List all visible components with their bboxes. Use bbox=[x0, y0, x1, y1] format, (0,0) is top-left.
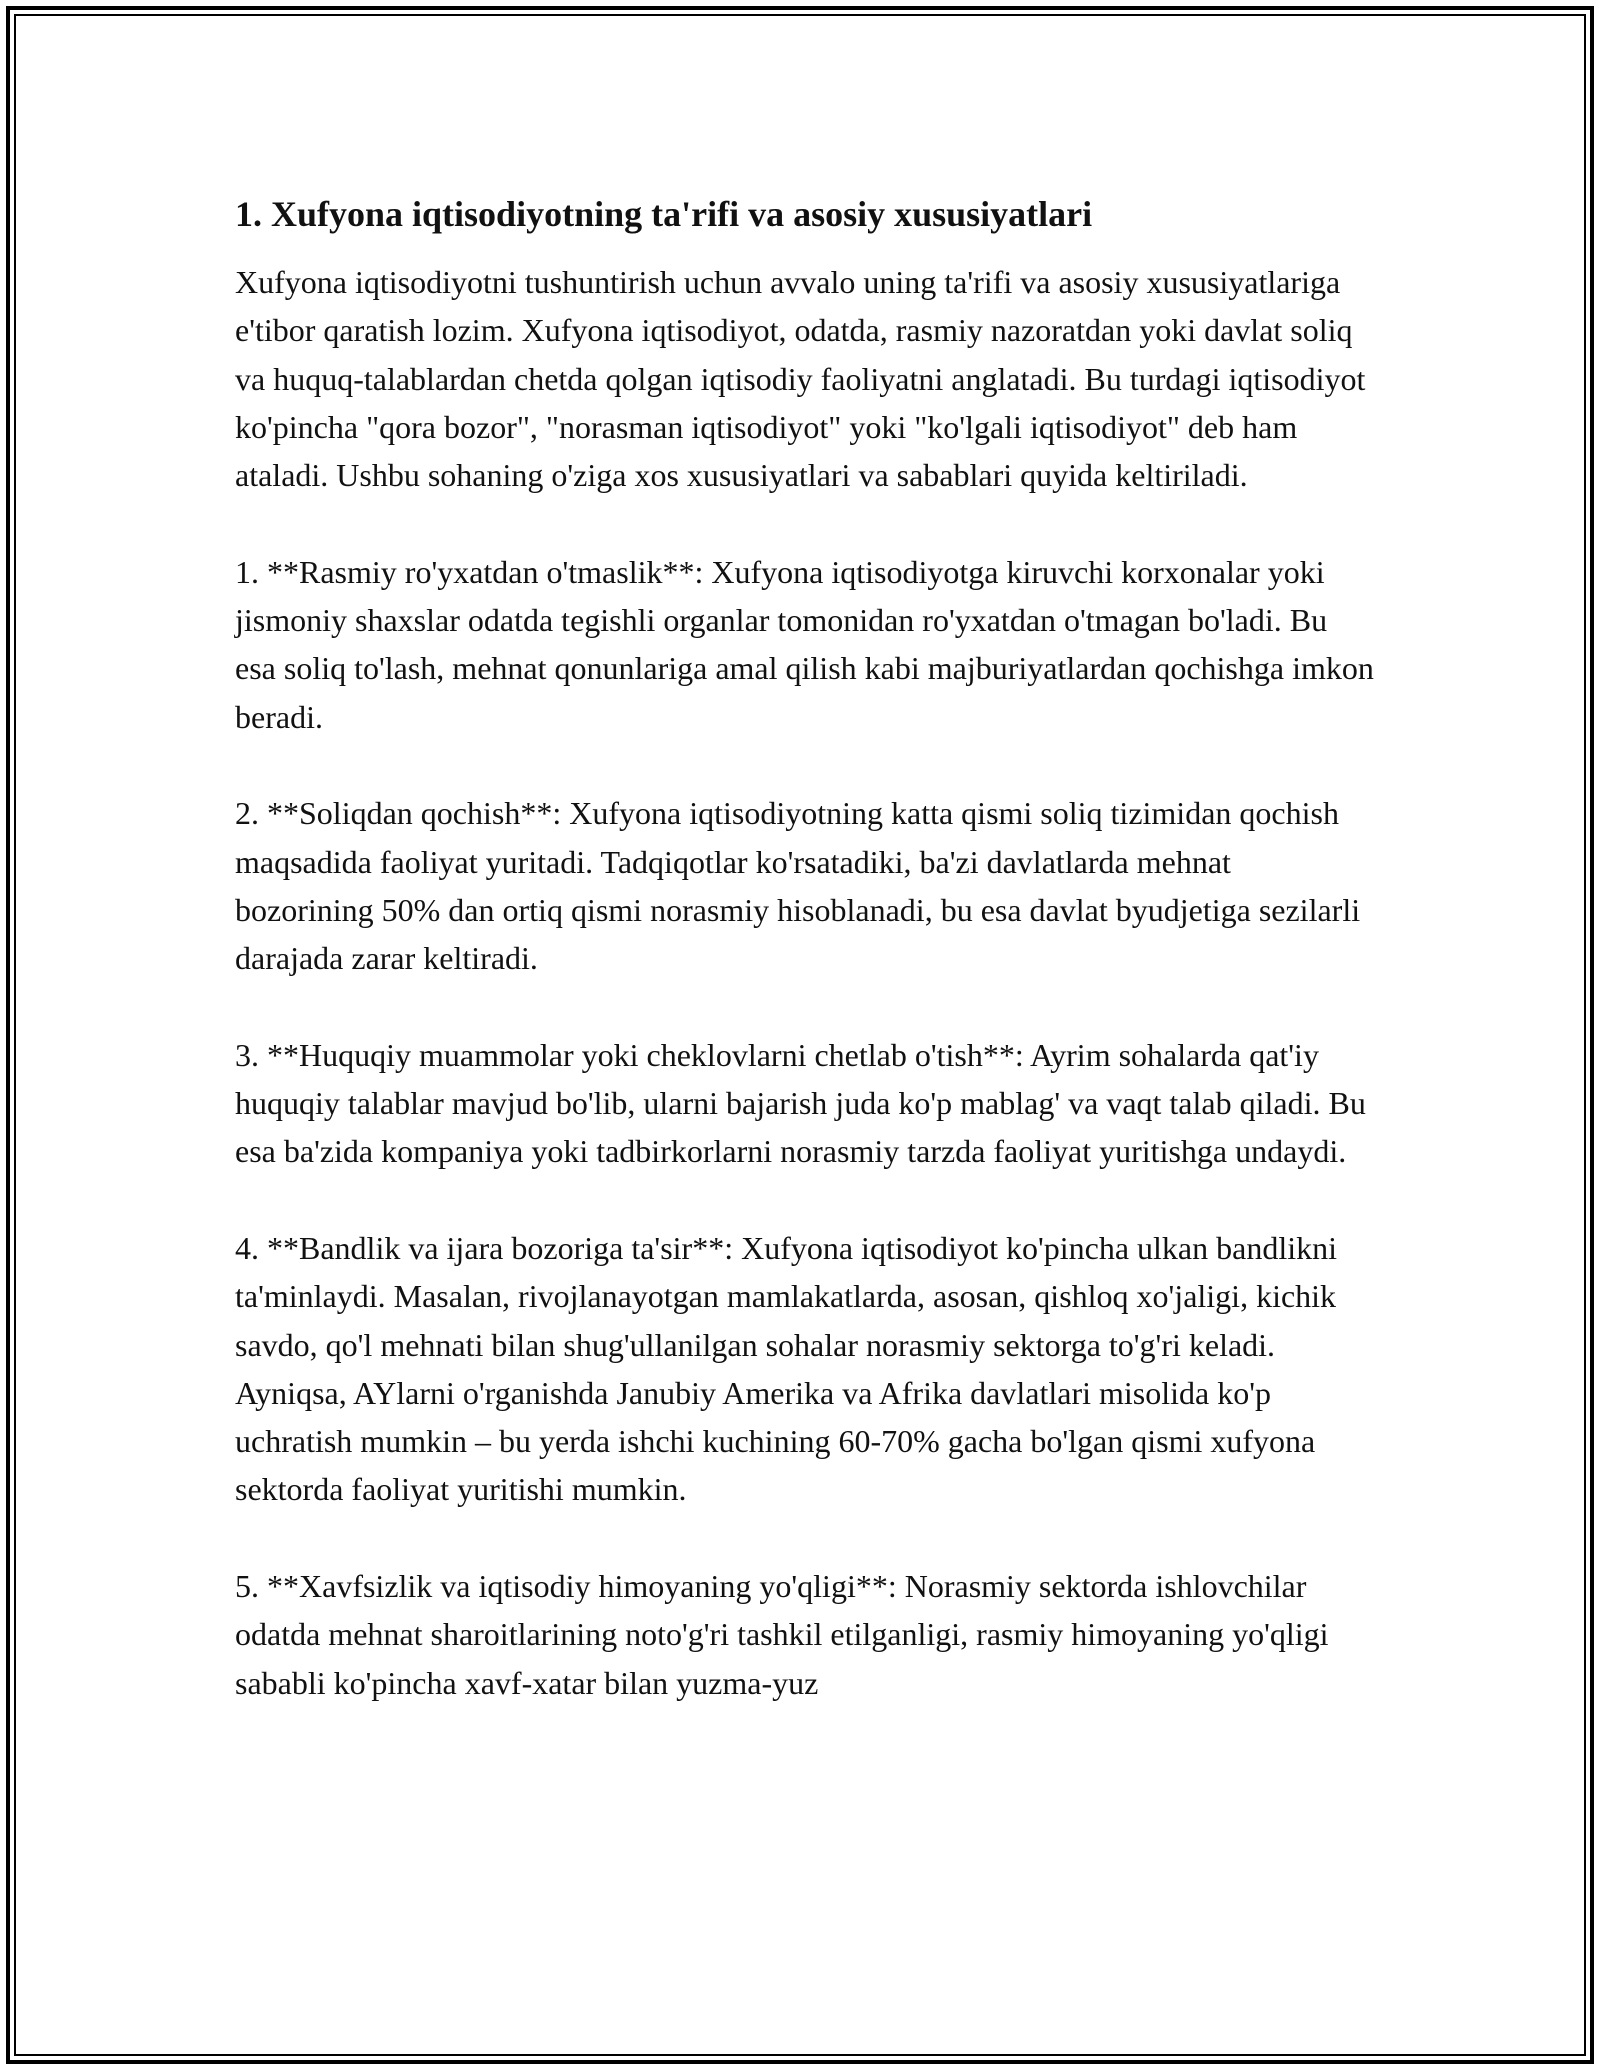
list-item-4: 4. **Bandlik va ijara bozoriga ta'sir**: Xufyona iqtisodiyot ko'pincha ulkan bandlikni ta'minlaydi. Masalan, rivojlanayotgan mamlakatlarda, asosan, qishloq xo'jaligi, kichik savdo, qo'l mehnati bilan shug'ullanilgan sohalar norasmiy sektorga to'g'ri keladi. Ayniqsa, AYlarni o'rganishda Janubiy Amerika va Afrika davlatlari misolida ko'p uchratish mumkin – bu yerda ishchi kuchining 60-70% gacha bo'lgan qismi xufyona sektorda faoliyat yuritishi mumkin. bbox=[235, 1229, 1337, 1508]
document-body bbox=[235, 188, 1375, 1707]
list-item-3: 3. **Huquqiy muammolar yoki cheklovlarni chetlab o'tish**: Ayrim sohalarda qat'iy huquqiy talablar mavjud bo'lib, ularni bajarish juda ko'p mablag' va vaqt talab qiladi. Bu esa ba'zida kompaniya yoki tadbirkorlarni norasmiy tarzda faoliyat yuritishga undaydi. bbox=[235, 1036, 1366, 1170]
list-item-1: 1. **Rasmiy ro'yxatdan o'tmaslik**: Xufyona iqtisodiyotga kiruvchi korxonalar yoki jismoniy shaxslar odatda tegishli organlar tomonidan ro'yxatdan o'tmagan bo'ladi. Bu esa soliq to'lash, mehnat qonunlariga amal qilish kabi majburiyatlardan qochishga imkon beradi. bbox=[235, 553, 1374, 735]
section-heading: 1. Xufyona iqtisodiyotning ta'rifi va asosiy xususiyatlari bbox=[235, 194, 1093, 234]
list-item-5: 5. **Xavfsizlik va iqtisodiy himoyaning yo'qligi**: Norasmiy sektorda ishlovchilar odatda mehnat sharoitlarining noto'g'ri tashkil etilganligi, rasmiy himoyaning yo'qligi sababli ko'pincha xavf-xatar bilan yuzma-yuz bbox=[235, 1568, 1329, 1701]
intro-paragraph: Xufyona iqtisodiyotni tushuntirish uchun avvalo uning ta'rifi va asosiy xususiyatlariga e'tibor qaratish lozim. Xufyona iqtisodiyot, odatda, rasmiy nazoratdan yoki davlat soliq va huquq-talablardan chetda qolgan iqtisodiy faoliyatni anglatadi. Bu turdagi iqtisodiyot ko'pincha "qora bozor", "norasman iqtisodiyot" yoki "ko'lgali iqtisodiyot" deb ham ataladi. Ushbu sohaning o'ziga xos xususiyatlari va sabablari quyida keltiriladi. bbox=[235, 264, 1366, 494]
list-item-2: 2. **Soliqdan qochish**: Xufyona iqtisodiyotning katta qismi soliq tizimidan qochish maqsadida faoliyat yuritadi. Tadqiqotlar ko'rsatadiki, ba'zi davlatlarda mehnat bozorining 50% dan ortiq qismi norasmiy hisoblanadi, bu esa davlat byudjetiga sezilarli darajada zarar keltiradi. bbox=[235, 795, 1361, 977]
